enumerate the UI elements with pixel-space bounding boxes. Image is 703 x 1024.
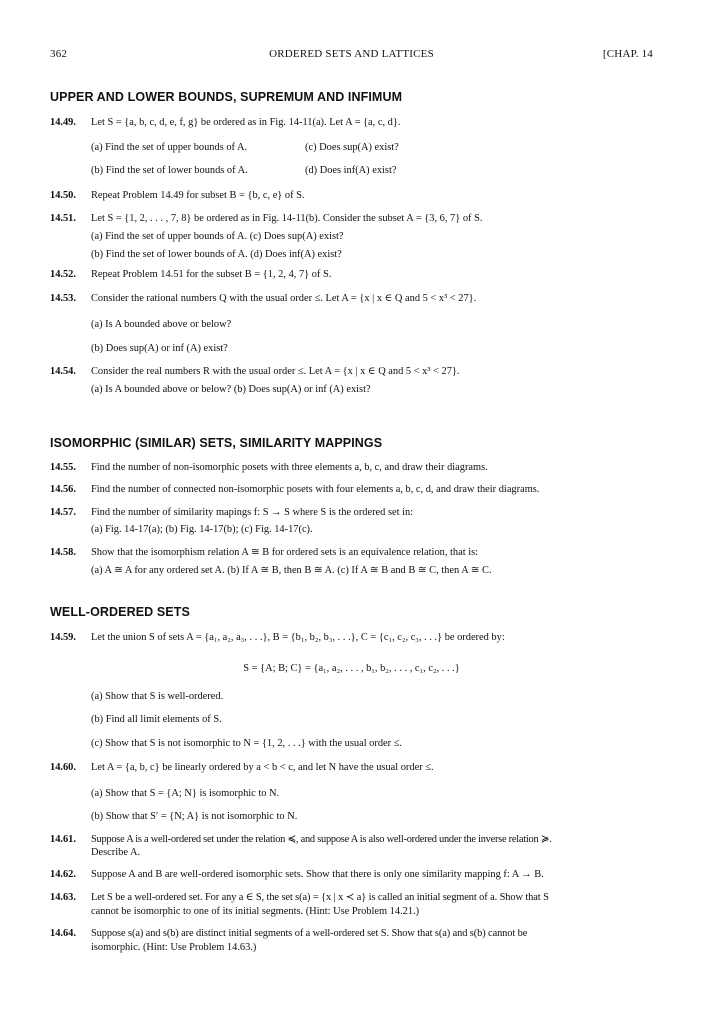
problem-part: (a) Show that S is well-ordered. [91, 691, 224, 702]
problem-number: 14.61. [50, 834, 76, 845]
problem-part: (a) Fig. 14-17(a); (b) Fig. 14-17(b); (c) Fig. 14-17(c). [91, 524, 313, 535]
problem-number: 14.59. [50, 632, 76, 643]
problem-number: 14.62. [50, 869, 76, 880]
chapter-label: [CHAP. 14 [602, 48, 653, 60]
problem-text: Show that the isomorphism relation A ≅ B for ordered sets is an equivalence relation, that is: [91, 547, 479, 558]
problem-part: (b) Find the set of lower bounds of A. (d) Does inf(A) exist? [91, 249, 342, 260]
problem-text: Suppose A and B are well-ordered isomorphic sets. Show that there is only one similarity mapping f: A → B. [91, 869, 544, 880]
problem-number: 14.49. [50, 117, 76, 128]
problem-text-continued: isomorphic. (Hint: Use Problem 14.63.) [91, 942, 257, 953]
problem-number: 14.52. [50, 269, 76, 280]
problem-text: Let S = {1, 2, . . . , 7, 8} be ordered as in Fig. 14-11(b). Consider the subset A = {3, 6, 7} of S. [91, 213, 483, 224]
problem-text: Let S = {a, b, c, d, e, f, g} be ordered as in Fig. 14-11(a). Let A = {a, c, d}. [91, 117, 401, 128]
problem-text-continued: Describe A. [91, 847, 141, 858]
problem-part: (a) Is A bounded above or below? (b) Does sup(A) or inf (A) exist? [91, 384, 371, 395]
problem-part: (b) Does sup(A) or inf (A) exist? [91, 343, 228, 354]
problem-text: Repeat Problem 14.51 for the subset B = {1, 2, 4, 7} of S. [91, 269, 332, 280]
section-heading-bounds: UPPER AND LOWER BOUNDS, SUPREMUM AND INFIMUM [50, 90, 403, 104]
problem-text: Suppose A is a well-ordered set under the relation ≼, and suppose A is also well-ordered under the inverse relation ≽. [91, 834, 552, 845]
problem-part: (a) Find the set of upper bounds of A. (c) Does sup(A) exist? [91, 231, 344, 242]
problem-number: 14.51. [50, 213, 76, 224]
problem-number: 14.64. [50, 928, 76, 939]
problem-part: (b) Find the set of lower bounds of A. [91, 165, 248, 176]
problem-number: 14.63. [50, 892, 76, 903]
page-number: 362 [50, 48, 68, 60]
problem-part: (a) Is A bounded above or below? [91, 319, 232, 330]
problem-part: (c) Does sup(A) exist? [305, 142, 399, 153]
problem-text: Let the union S of sets A = {a₁, a₂, a₃, . . .}, B = {b₁, b₂, b₃, . . .}, C = {c₁, c₂, c₃, . . .} be ordered by: [91, 632, 505, 643]
problem-text: Consider the real numbers R with the usual order ≤. Let A = {x | x ∈ Q and 5 < x³ < 27}. [91, 366, 460, 377]
problem-text: Let S be a well-ordered set. For any a ∈ S, the set s(a) = {x | x ≺ a} is called an initial segment of a. Show that S [91, 892, 549, 903]
section-heading-well-ordered: WELL-ORDERED SETS [50, 605, 190, 619]
section-heading-isomorphic: ISOMORPHIC (SIMILAR) SETS, SIMILARITY MAPPINGS [50, 436, 383, 450]
problem-part: (a) Find the set of upper bounds of A. [91, 142, 248, 153]
problem-number: 14.50. [50, 190, 76, 201]
problem-part: (d) Does inf(A) exist? [305, 165, 397, 176]
problem-number: 14.54. [50, 366, 76, 377]
problem-part: (c) Show that S is not isomorphic to N = {1, 2, . . .} with the usual order ≤. [91, 738, 403, 749]
problem-number: 14.57. [50, 507, 76, 518]
problem-text: Find the number of connected non-isomorphic posets with four elements a, b, c, d, and draw their diagrams. [91, 484, 540, 495]
problem-text-continued: cannot be isomorphic to one of its initial segments. (Hint: Use Problem 14.21.) [91, 906, 420, 917]
problem-text: Consider the rational numbers Q with the usual order ≤. Let A = {x | x ∈ Q and 5 < x³ < 27}. [91, 293, 477, 304]
running-title: ORDERED SETS AND LATTICES [269, 48, 434, 60]
problem-text: Suppose s(a) and s(b) are distinct initial segments of a well-ordered set S. Show that s(a) and s(b) cannot be [91, 928, 528, 939]
problem-number: 14.53. [50, 293, 76, 304]
problem-number: 14.60. [50, 762, 76, 773]
problem-part: (b) Show that S′ = {N; A} is not isomorphic to N. [91, 811, 298, 822]
problem-number: 14.58. [50, 547, 76, 558]
problem-part: (a) Show that S = {A; N} is isomorphic to N. [91, 788, 280, 799]
problem-text: Repeat Problem 14.49 for subset B = {b, c, e} of S. [91, 190, 305, 201]
display-equation: S = {A; B; C} = {a₁, a₂, . . . , b₁, b₂, . . . , c₁, c₂, . . .} [243, 663, 460, 674]
problem-part: (a) A ≅ A for any ordered set A. (b) If A ≅ B, then B ≅ A. (c) If A ≅ B and B ≅ C, then A ≅ C. [91, 565, 492, 576]
problem-number: 14.55. [50, 462, 76, 473]
problem-text: Find the number of non-isomorphic posets with three elements a, b, c, and draw their diagrams. [91, 462, 488, 473]
problem-part: (b) Find all limit elements of S. [91, 714, 222, 725]
problem-number: 14.56. [50, 484, 76, 495]
problem-text: Find the number of similarity mapings f: S → S where S is the ordered set in: [91, 507, 414, 518]
problem-text: Let A = {a, b, c} be linearly ordered by a < b < c, and let N have the usual order ≤. [91, 762, 434, 773]
